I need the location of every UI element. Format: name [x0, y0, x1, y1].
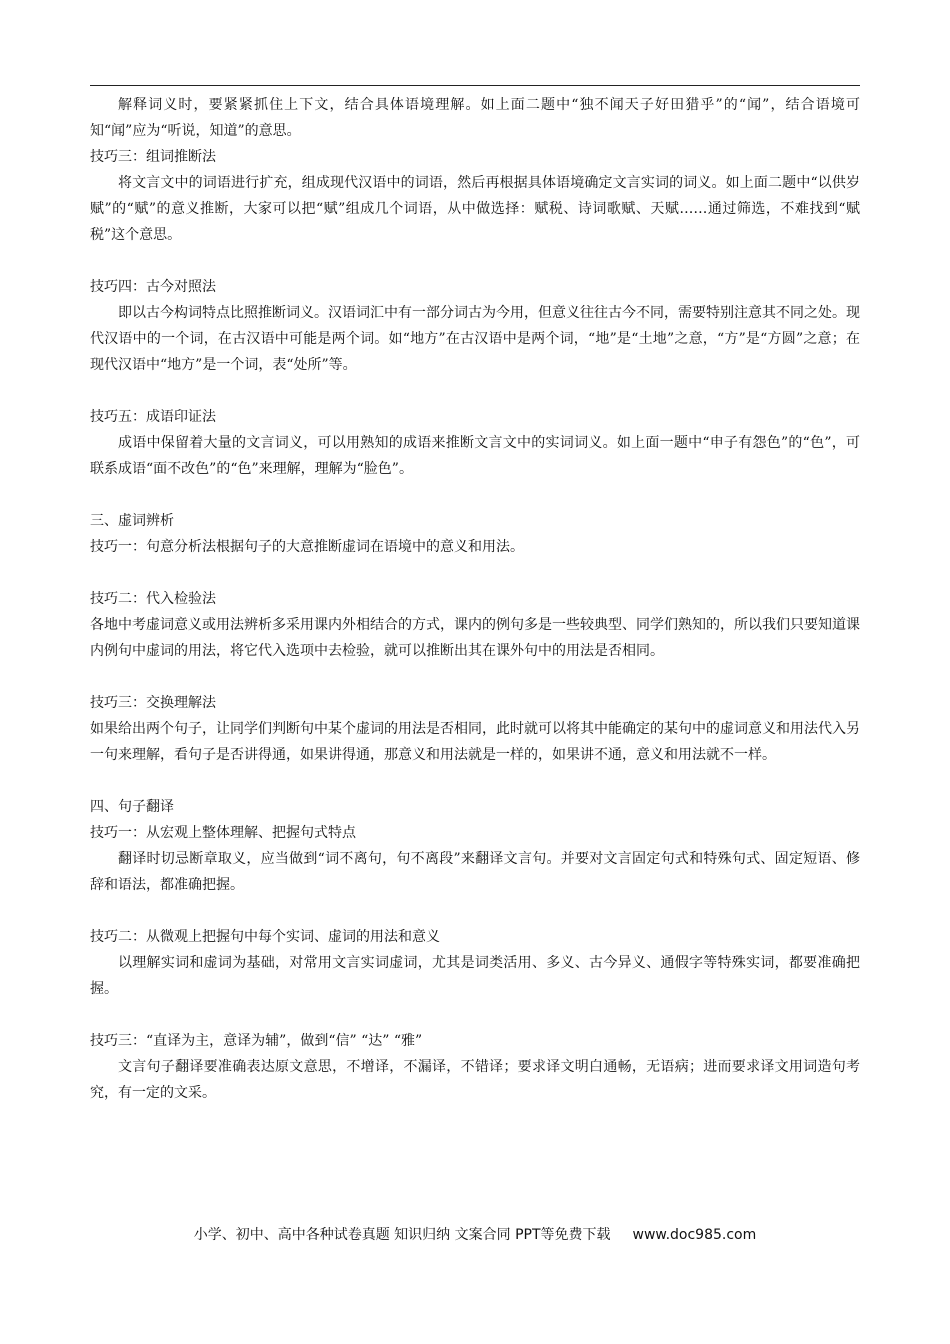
- paragraph: 解释词义时，要紧紧抓住上下文，结合具体语境理解。如上面二题中“独不闻天子好田猎乎”的“闻”，结合语境可知“闻”应为“听说，知道”的意思。: [90, 97, 860, 139]
- header-rule: [90, 85, 860, 86]
- paragraph-gap: [90, 898, 860, 924]
- paragraph: 技巧二：从微观上把握句中每个实词、虚词的用法和意义: [90, 929, 440, 945]
- paragraph: 将文言文中的词语进行扩充，组成现代汉语中的词语，然后再根据具体语境确定文言实词的词义。如上面二题中“以供岁赋”的“赋”的意义推断，大家可以把“赋”组成几个词语，从中做选择：赋税、诗词歌赋、天赋……通过筛选，不难找到“赋税”这个意思。: [90, 175, 860, 243]
- paragraph: 三、虚词辨析: [90, 513, 174, 529]
- paragraph: 技巧一：从宏观上整体理解、把握句式特点: [90, 825, 356, 841]
- paragraph: 技巧五：成语印证法: [90, 409, 216, 425]
- paragraph-gap: [90, 1002, 860, 1028]
- paragraph-gap: [90, 248, 860, 274]
- paragraph: 即以古今构词特点比照推断词义。汉语词汇中有一部分词古为今用，但意义往往古今不同，需要特别注意其不同之处。现代汉语中的一个词，在古汉语中可能是两个词。如“地方”在古汉语中是两个词，“地”是“土地”之意，“方”是“方圆”之意；在现代汉语中“地方”是一个词，表“处所”等。: [90, 305, 860, 373]
- paragraph: 翻译时切忌断章取义，应当做到“词不离句，句不离段”来翻译文言句。并要对文言固定句式和特殊句式、固定短语、修辞和语法，都准确把握。: [90, 851, 860, 893]
- paragraph: 文言句子翻译要准确表达原文意思，不增译，不漏译，不错译；要求译文明白通畅，无语病；进而要求译文用词造句考究，有一定的文采。: [90, 1059, 860, 1101]
- paragraph-gap: [90, 768, 860, 794]
- paragraph-gap: [90, 482, 860, 508]
- document-body: [90, 92, 860, 1106]
- paragraph: 技巧二：代入检验法: [90, 591, 216, 607]
- paragraph: 各地中考虚词意义或用法辨析多采用课内外相结合的方式，课内的例句多是一些较典型、同学们熟知的，所以我们只要知道课内例句中虚词的用法，将它代入选项中去检验，就可以推断出其在课外句中的用法是否相同。: [90, 617, 860, 659]
- paragraph: 以理解实词和虚词为基础，对常用文言实词虚词，尤其是词类活用、多义、古今异义、通假字等特殊实词，都要准确把握。: [90, 955, 860, 997]
- paragraph: 技巧三：交换理解法: [90, 695, 216, 711]
- paragraph: 技巧一：句意分析法根据句子的大意推断虚词在语境中的意义和用法。: [90, 539, 524, 555]
- paragraph: 技巧四：古今对照法: [90, 279, 216, 295]
- paragraph: 如果给出两个句子，让同学们判断句中某个虚词的用法是否相同，此时就可以将其中能确定的某句中的虚词意义和用法代入另一句来理解，看句子是否讲得通，如果讲得通，那意义和用法就是一样的，如果讲不通，意义和用法就不一样。: [90, 721, 860, 763]
- paragraph-gap: [90, 560, 860, 586]
- footer-url[interactable]: www.doc985.com: [632, 1227, 757, 1243]
- footer-text: 小学、初中、高中各种试卷真题 知识归纳 文案合同 PPT等免费下载: [193, 1227, 611, 1243]
- paragraph-gap: [90, 378, 860, 404]
- paragraph: 技巧三：组词推断法: [90, 149, 216, 165]
- page-footer: [0, 1224, 950, 1244]
- paragraph: 四、句子翻译: [90, 799, 174, 815]
- paragraph: 技巧三：“直译为主，意译为辅”，做到“信” “达” “雅”: [90, 1033, 423, 1049]
- paragraph: 成语中保留着大量的文言词义，可以用熟知的成语来推断文言文中的实词词义。如上面一题中“申子有怨色”的“色”，可联系成语“面不改色”的“色”来理解，理解为“脸色”。: [90, 435, 860, 477]
- paragraph-gap: [90, 664, 860, 690]
